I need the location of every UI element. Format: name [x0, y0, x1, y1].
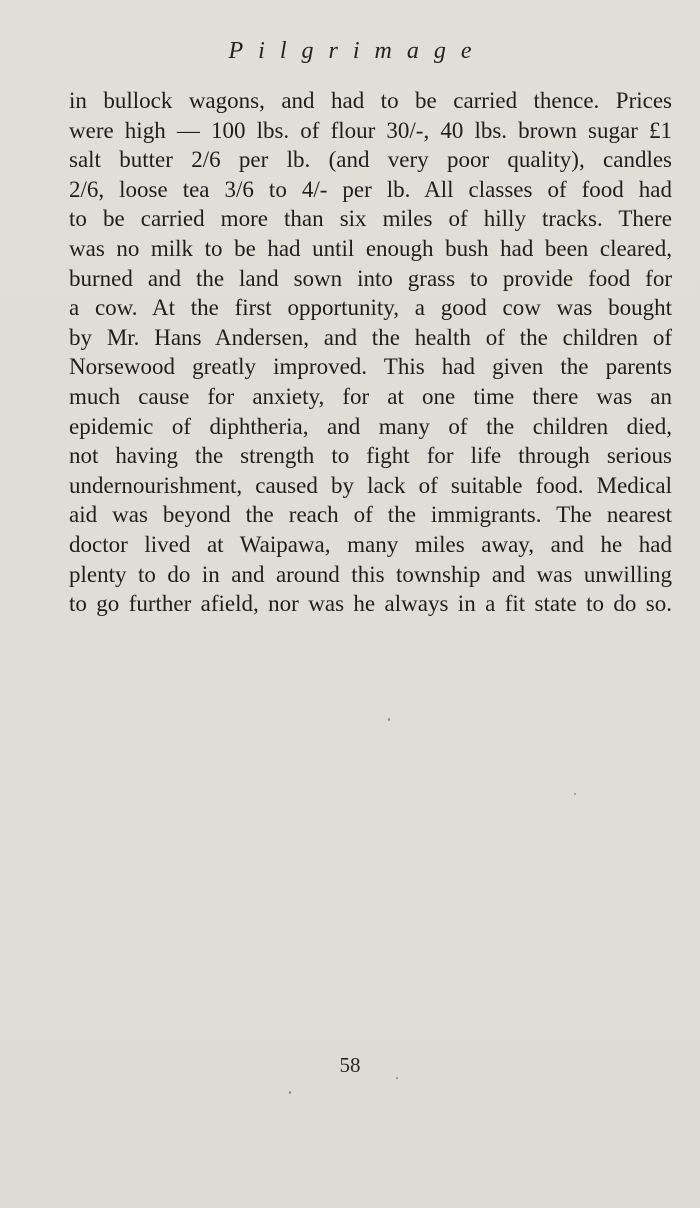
text-line: to go further afield, nor was he always in a fit state to do so.	[69, 591, 672, 617]
text-line: were high — 100 lbs. of flour 30/-, 40 lbs. brown sugar £1	[69, 117, 672, 143]
text-line: in bullock wagons, and had to be carried thence. Prices	[69, 88, 672, 113]
text-line: much cause for anxiety, for at one time there was an	[69, 383, 672, 409]
text-line: epidemic of diphtheria, and many of the children died,	[69, 413, 672, 439]
body-paragraph	[69, 86, 672, 619]
text-line: was no milk to be had until enough bush had been cleared,	[69, 235, 672, 261]
text-line: aid was beyond the reach of the immigrants. The nearest	[69, 502, 672, 528]
running-head: Pilgrimage	[228, 38, 487, 64]
paper-speck	[574, 793, 576, 795]
text-line: by Mr. Hans Andersen, and the health of the children of	[69, 324, 672, 350]
paper-speck	[396, 1077, 398, 1079]
text-line: 2/6, loose tea 3/6 to 4/- per lb. All classes of food had	[69, 176, 672, 202]
text-line: not having the strength to fight for life through serious	[69, 443, 672, 469]
paper-speck	[289, 1091, 291, 1094]
text-line: undernourishment, caused by lack of suitable food. Medical	[69, 472, 672, 498]
text-line: salt butter 2/6 per lb. (and very poor quality), candles	[69, 147, 672, 173]
text-line: burned and the land sown into grass to provide food for	[69, 265, 672, 291]
text-line: to be carried more than six miles of hilly tracks. There	[69, 206, 672, 232]
paper-speck	[388, 718, 390, 721]
text-line: doctor lived at Waipawa, many miles away, and he had	[69, 531, 672, 557]
text-line: Norsewood greatly improved. This had given the parents	[69, 354, 672, 380]
text-line: plenty to do in and around this township and was unwilling	[69, 561, 672, 587]
page-number: 58	[339, 1053, 361, 1077]
text-line: a cow. At the first opportunity, a good cow was bought	[69, 295, 672, 321]
